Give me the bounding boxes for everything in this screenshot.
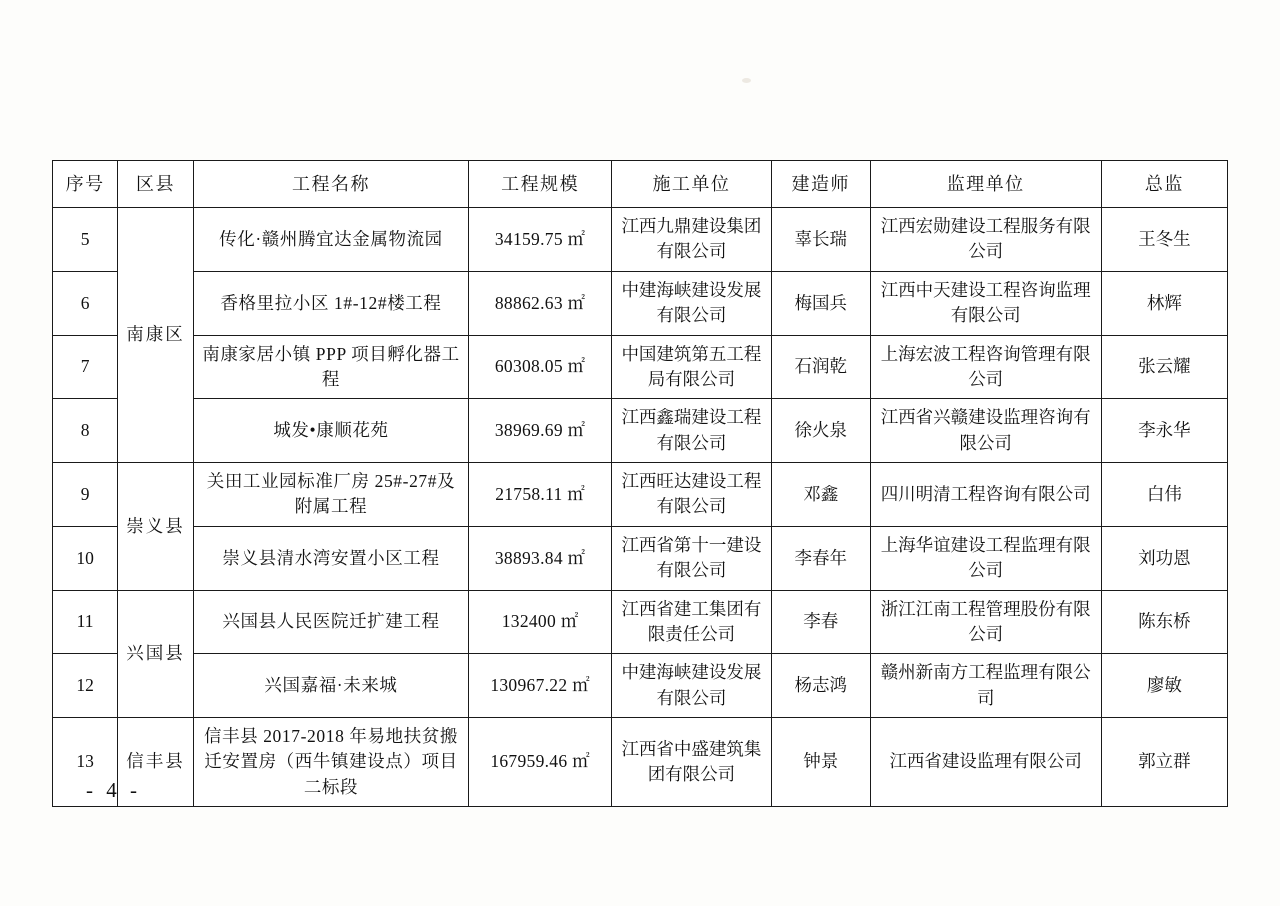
table-row xyxy=(53,271,1228,335)
column-header-district: 区县 xyxy=(118,161,194,208)
cell-chief-supervisor: 郭立群 xyxy=(1101,718,1227,807)
cell-supervision-unit: 浙江江南工程管理股份有限公司 xyxy=(870,590,1101,654)
cell-builder: 徐火泉 xyxy=(771,399,870,463)
cell-index: 13 xyxy=(53,718,118,807)
cell-project-scale: 38893.84 ㎡ xyxy=(469,526,612,590)
cell-project-scale: 21758.11 ㎡ xyxy=(469,463,612,527)
project-table-container xyxy=(52,160,1228,807)
cell-construction-unit: 江西旺达建设工程有限公司 xyxy=(612,463,772,527)
cell-builder: 邓鑫 xyxy=(771,463,870,527)
cell-builder: 辜长瑞 xyxy=(771,208,870,272)
cell-index: 9 xyxy=(53,463,118,527)
cell-builder: 杨志鸿 xyxy=(771,654,870,718)
cell-project-scale: 130967.22 ㎡ xyxy=(469,654,612,718)
cell-index: 5 xyxy=(53,208,118,272)
cell-supervision-unit: 赣州新南方工程监理有限公司 xyxy=(870,654,1101,718)
cell-project-name: 兴国县人民医院迁扩建工程 xyxy=(193,590,468,654)
cell-supervision-unit: 四川明清工程咨询有限公司 xyxy=(870,463,1101,527)
cell-district: 信丰县 xyxy=(118,718,194,807)
cell-district: 南康区 xyxy=(118,208,194,463)
project-table xyxy=(52,160,1228,807)
column-header-chief-supervisor: 总监 xyxy=(1101,161,1227,208)
cell-district: 兴国县 xyxy=(118,590,194,718)
cell-construction-unit: 江西省第十一建设有限公司 xyxy=(612,526,772,590)
table-row xyxy=(53,654,1228,718)
cell-project-scale: 34159.75 ㎡ xyxy=(469,208,612,272)
table-row xyxy=(53,399,1228,463)
cell-project-scale: 167959.46 ㎡ xyxy=(469,718,612,807)
column-header-project-name: 工程名称 xyxy=(193,161,468,208)
cell-supervision-unit: 江西省建设监理有限公司 xyxy=(870,718,1101,807)
cell-project-scale: 132400 ㎡ xyxy=(469,590,612,654)
cell-project-name: 兴国嘉福·未来城 xyxy=(193,654,468,718)
cell-construction-unit: 江西九鼎建设集团有限公司 xyxy=(612,208,772,272)
cell-chief-supervisor: 林辉 xyxy=(1101,271,1227,335)
table-header-row xyxy=(53,161,1228,208)
cell-chief-supervisor: 白伟 xyxy=(1101,463,1227,527)
cell-chief-supervisor: 李永华 xyxy=(1101,399,1227,463)
cell-chief-supervisor: 廖敏 xyxy=(1101,654,1227,718)
cell-chief-supervisor: 陈东桥 xyxy=(1101,590,1227,654)
cell-index: 12 xyxy=(53,654,118,718)
cell-project-scale: 88862.63 ㎡ xyxy=(469,271,612,335)
cell-builder: 钟景 xyxy=(771,718,870,807)
table-row xyxy=(53,718,1228,807)
cell-supervision-unit: 江西省兴赣建设监理咨询有限公司 xyxy=(870,399,1101,463)
cell-construction-unit: 江西省中盛建筑集团有限公司 xyxy=(612,718,772,807)
cell-project-name: 传化·赣州腾宜达金属物流园 xyxy=(193,208,468,272)
cell-supervision-unit: 上海华谊建设工程监理有限公司 xyxy=(870,526,1101,590)
cell-project-name: 关田工业园标准厂房 25#-27#及附属工程 xyxy=(193,463,468,527)
cell-builder: 李春 xyxy=(771,590,870,654)
table-row xyxy=(53,590,1228,654)
table-row xyxy=(53,463,1228,527)
cell-project-name: 香格里拉小区 1#-12#楼工程 xyxy=(193,271,468,335)
cell-index: 11 xyxy=(53,590,118,654)
cell-chief-supervisor: 张云耀 xyxy=(1101,335,1227,399)
cell-project-name: 南康家居小镇 PPP 项目孵化器工程 xyxy=(193,335,468,399)
cell-index: 6 xyxy=(53,271,118,335)
column-header-project-scale: 工程规模 xyxy=(469,161,612,208)
cell-supervision-unit: 江西中天建设工程咨询监理有限公司 xyxy=(870,271,1101,335)
cell-builder: 李春年 xyxy=(771,526,870,590)
table-row xyxy=(53,526,1228,590)
cell-builder: 石润乾 xyxy=(771,335,870,399)
column-header-index: 序号 xyxy=(53,161,118,208)
cell-project-name: 信丰县 2017-2018 年易地扶贫搬迁安置房（西牛镇建设点）项目二标段 xyxy=(193,718,468,807)
cell-project-scale: 60308.05 ㎡ xyxy=(469,335,612,399)
scan-speck-icon xyxy=(742,78,751,83)
cell-construction-unit: 中建海峡建设发展有限公司 xyxy=(612,271,772,335)
cell-index: 10 xyxy=(53,526,118,590)
table-header xyxy=(53,161,1228,208)
column-header-supervision-unit: 监理单位 xyxy=(870,161,1101,208)
cell-project-name: 城发•康顺花苑 xyxy=(193,399,468,463)
page-number: - 4 - xyxy=(86,778,141,802)
cell-construction-unit: 中建海峡建设发展有限公司 xyxy=(612,654,772,718)
cell-construction-unit: 江西省建工集团有限责任公司 xyxy=(612,590,772,654)
cell-project-scale: 38969.69 ㎡ xyxy=(469,399,612,463)
cell-chief-supervisor: 王冬生 xyxy=(1101,208,1227,272)
column-header-builder: 建造师 xyxy=(771,161,870,208)
cell-project-name: 崇义县清水湾安置小区工程 xyxy=(193,526,468,590)
cell-index: 8 xyxy=(53,399,118,463)
cell-index: 7 xyxy=(53,335,118,399)
cell-supervision-unit: 江西宏勋建设工程服务有限公司 xyxy=(870,208,1101,272)
cell-chief-supervisor: 刘功恩 xyxy=(1101,526,1227,590)
cell-construction-unit: 中国建筑第五工程局有限公司 xyxy=(612,335,772,399)
table-row xyxy=(53,335,1228,399)
cell-construction-unit: 江西鑫瑞建设工程有限公司 xyxy=(612,399,772,463)
cell-district: 崇义县 xyxy=(118,463,194,591)
cell-builder: 梅国兵 xyxy=(771,271,870,335)
table-body xyxy=(53,208,1228,807)
cell-supervision-unit: 上海宏波工程咨询管理有限公司 xyxy=(870,335,1101,399)
table-row xyxy=(53,208,1228,272)
column-header-construction-unit: 施工单位 xyxy=(612,161,772,208)
